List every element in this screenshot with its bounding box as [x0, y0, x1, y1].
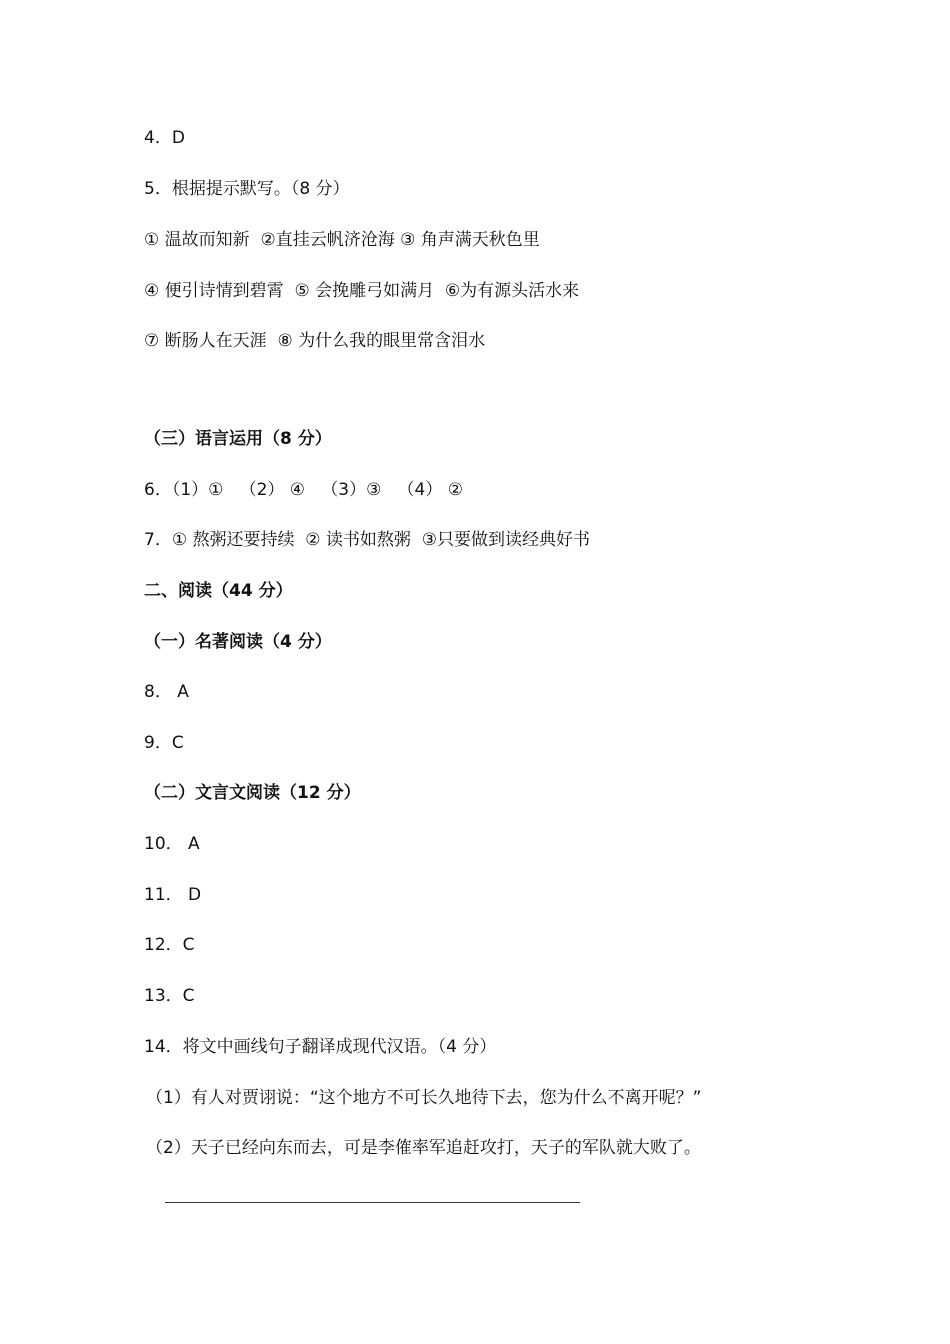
answer-5-line-3: ⑦ 断肠人在天涯 ⑧ 为什么我的眼里常含泪水: [144, 331, 486, 351]
answer-12: 12．C: [144, 935, 195, 955]
section-language-use-heading: （三）语言运用（8 分）: [144, 429, 332, 449]
answer-5-line-1: ① 温故而知新 ②直挂云帆济沧海 ③ 角声满天秋色里: [144, 230, 540, 250]
question-5-heading: 5．根据提示默写。（8 分）: [144, 179, 350, 199]
answer-8: 8． A: [144, 682, 189, 702]
section-classics-reading-heading: （一）名著阅读（4 分）: [144, 632, 332, 652]
answer-13: 13．C: [144, 986, 195, 1006]
answer-9: 9．C: [144, 733, 184, 753]
answer-7: 7．① 熬粥还要持续 ② 读书如熬粥 ③只要做到读经典好书: [144, 530, 590, 550]
answer-14-part-1: （1）有人对贾诩说：“这个地方不可长久地待下去，您为什么不离开呢？”: [146, 1088, 702, 1108]
answer-6: 6．（1）① （2） ④ （3）③ （4） ②: [144, 480, 463, 500]
answer-4: 4．D: [144, 128, 185, 148]
answer-5-line-2: ④ 便引诗情到碧霄 ⑤ 会挽雕弓如满月 ⑥为有源头活水来: [144, 281, 580, 301]
answer-10: 10． A: [144, 834, 200, 854]
section-classical-chinese-heading: （二）文言文阅读（12 分）: [144, 783, 361, 803]
question-14-heading: 14．将文中画线句子翻译成现代汉语。（4 分）: [144, 1037, 497, 1057]
section-reading-heading: 二、阅读（44 分）: [144, 581, 293, 601]
answer-11: 11． D: [144, 885, 202, 905]
footnote-divider: [165, 1202, 580, 1203]
answer-14-part-2: （2）天子已经向东而去，可是李傕率军追赶攻打，天子的军队就大败了。: [146, 1138, 701, 1158]
